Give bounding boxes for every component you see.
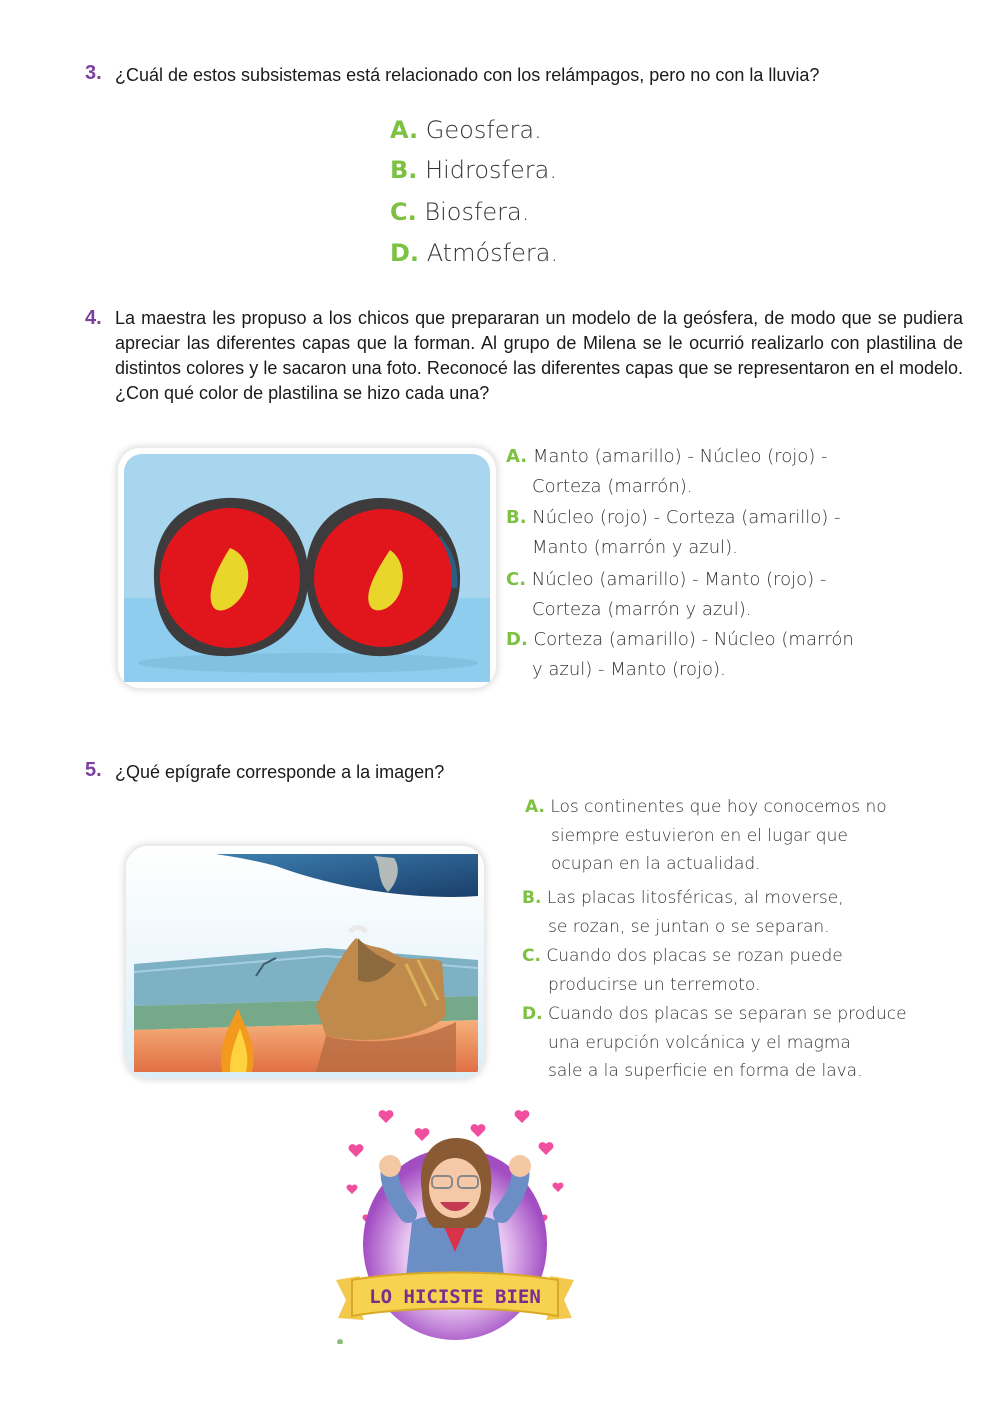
option-letter: C. <box>522 946 541 966</box>
option-text-line-3: ocupan en la actualidad. <box>551 854 761 874</box>
option-text-line-2: Manto (marrón y azul). <box>532 537 738 558</box>
option-text-line-2: Corteza (marrón y azul). <box>532 599 752 620</box>
option-letter: D. <box>506 629 528 650</box>
option-text-line-1: Las placas litosféricas, al moverse, <box>546 888 844 908</box>
option-text-line-2: una erupción volcánica y el magma <box>548 1032 851 1053</box>
plasticine-model-image <box>118 448 496 688</box>
option-letter: B. <box>390 156 418 184</box>
option-letter: C. <box>506 569 527 590</box>
q3-option-d[interactable] <box>390 239 558 267</box>
q4-option-a[interactable] <box>506 442 827 502</box>
option-text-line-1: Núcleo (amarillo) - Manto (rojo) - <box>531 569 827 590</box>
q4-option-c[interactable] <box>506 565 826 625</box>
geosphere-model-photo <box>118 448 496 688</box>
option-text: Biosfera. <box>424 198 530 226</box>
option-text: Hidrosfera. <box>425 156 557 184</box>
badge-label: LO HICISTE BIEN <box>369 1286 541 1308</box>
option-letter: A. <box>525 797 545 817</box>
option-letter: B. <box>506 507 527 528</box>
option-text: Atmósfera. <box>426 239 559 267</box>
option-letter: D. <box>522 1004 543 1024</box>
option-letter: C. <box>390 198 417 226</box>
cheering-avatar-image <box>330 1104 580 1344</box>
question-4-text: La maestra les propuso a los chicos que prepararan un modelo de la geósfera, de modo que se pudiera apreciar las diferentes capas que la forman. Al grupo de Milena se le ocurrió realizarlo con plastilina de distintos colores y le sacaron una foto. Reconocé las diferentes capas que se representaron en el modelo. ¿Con qué color de plastilina se hizo cada una? <box>115 308 963 403</box>
option-text-line-2: se rozan, se juntan o se separan. <box>548 916 830 937</box>
option-text-line-1: Manto (amarillo) - Núcleo (rojo) - <box>532 446 828 467</box>
q5-option-c[interactable] <box>522 942 843 999</box>
option-letter: D. <box>390 239 420 267</box>
q4-option-d[interactable] <box>506 625 854 685</box>
q3-option-b[interactable] <box>390 156 557 184</box>
q5-option-d[interactable] <box>522 1000 907 1086</box>
option-text-line-3: sale a la superficie en forma de lava. <box>548 1061 863 1081</box>
q3-option-c[interactable] <box>390 198 529 226</box>
question-5-text: ¿Qué epígrafe corresponde a la imagen? <box>115 762 445 782</box>
question-4-number: 4. <box>85 307 102 329</box>
celebration-badge <box>330 1104 580 1344</box>
option-text-line-2: producirse un terremoto. <box>548 974 761 995</box>
option-text-line-2: y azul) - Manto (rojo). <box>532 659 726 680</box>
tectonic-plates-illustration <box>126 846 484 1078</box>
q3-option-a[interactable] <box>390 116 542 144</box>
option-text: Geosfera. <box>425 116 542 144</box>
q4-option-b[interactable] <box>506 503 840 563</box>
question-5-number: 5. <box>85 759 102 781</box>
option-letter: A. <box>506 446 528 467</box>
option-text-line-2: Corteza (marrón). <box>532 476 693 497</box>
question-3-text: ¿Cuál de estos subsistemas está relacionado con los relámpagos, pero no con la lluvia? <box>115 65 820 85</box>
plate-boundary-image <box>126 846 484 1078</box>
option-text-line-2: siempre estuvieron en el lugar que <box>551 825 848 846</box>
option-text-line-1: Los continentes que hoy conocemos no <box>550 797 887 817</box>
option-text-line-1: Corteza (amarillo) - Núcleo (marrón <box>533 629 854 650</box>
q5-option-a[interactable] <box>525 793 887 879</box>
option-letter: A. <box>390 116 419 144</box>
option-letter: B. <box>522 888 542 908</box>
question-3-number: 3. <box>85 62 102 84</box>
option-text-line-1: Cuando dos placas se rozan puede <box>546 946 843 966</box>
option-text-line-1: Núcleo (rojo) - Corteza (amarillo) - <box>532 507 841 528</box>
option-text-line-1: Cuando dos placas se separan se produce <box>547 1004 907 1024</box>
q5-option-b[interactable] <box>522 884 844 941</box>
